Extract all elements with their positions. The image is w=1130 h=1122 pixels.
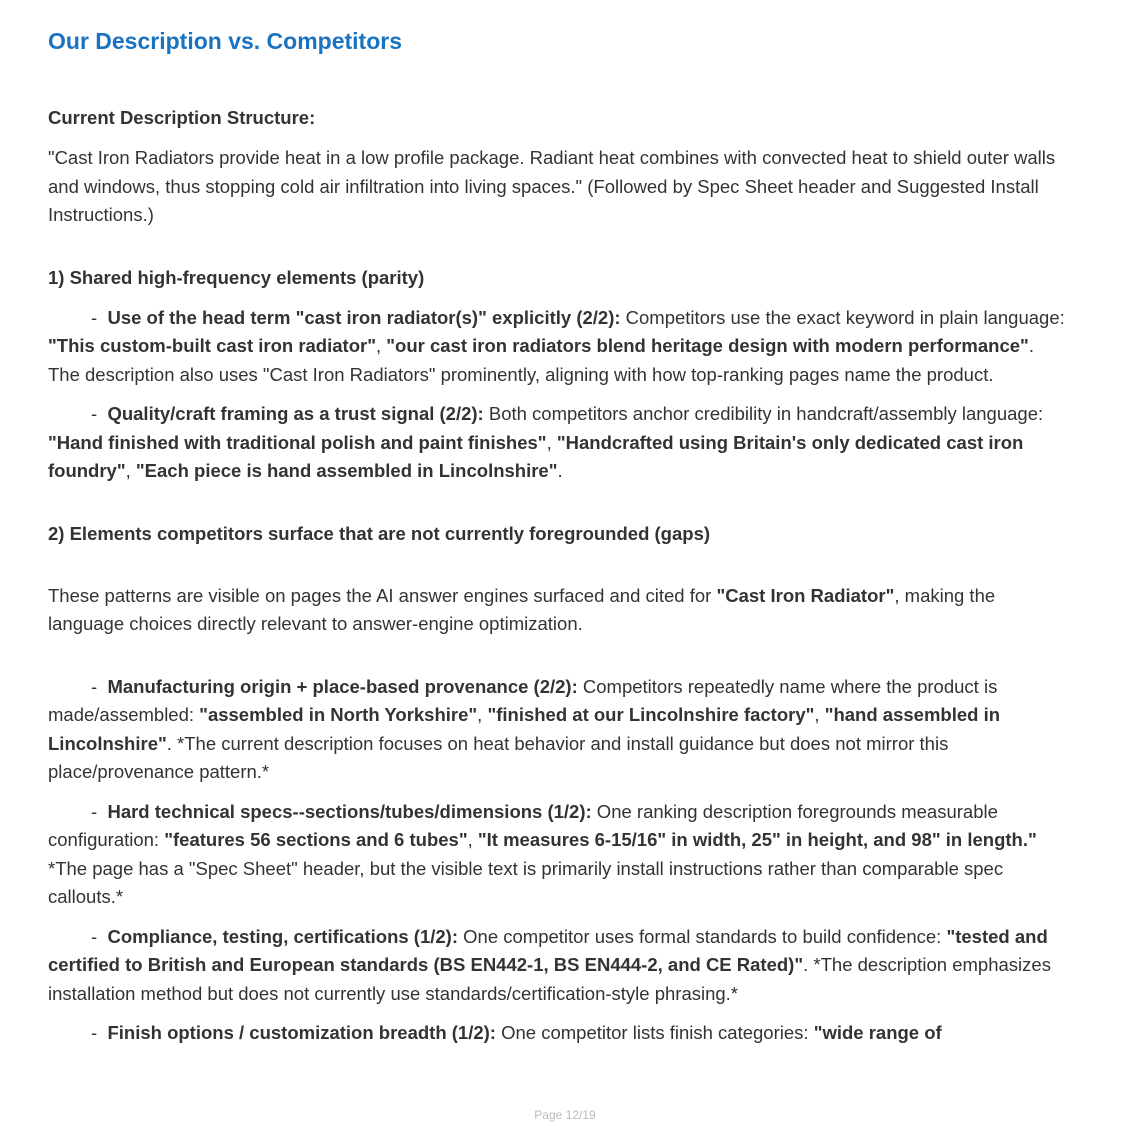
bullet-quote: "Handcrafted using Britain's only dedicated cast iron foundry" [48, 431, 1024, 481]
bullet-label: Quality/craft framing as a trust signal (2/2): [107, 403, 484, 424]
current-description-heading: Current Description Structure: [48, 107, 316, 128]
bullet-text: Competitors use the exact keyword in plain language: [620, 306, 1065, 328]
intro-quote: "Cast Iron Radiator" [716, 584, 895, 606]
bullet-text: Both competitors anchor credibility in handcraft/assembly language: [483, 403, 1044, 424]
page-footer: Page 12/19 [534, 1108, 596, 1122]
section2-bullet-specs: - Hard technical specs--sections/tubes/dimensions (1/2): One ranking description foregrounds measurable configuration: "features 56 sections and 6 tubes", "It measures 6-15/16" in width, 25" in height, and 98" in length." *The page has a "Spec Sheet" header, but the visible text is primarily install instructions rather than comparable spec callouts.* [48, 800, 1037, 907]
section2-bullet-finish: - Finish options / customization breadth (1/2): One competitor lists finish categories: "wide range of [91, 1022, 942, 1043]
bullet-quote: "our cast iron radiators blend heritage design with modern performance" [386, 335, 1029, 356]
bullet-text: , [125, 460, 136, 481]
bullet-text: Competitors repeatedly name where the product is made/assembled: [48, 675, 998, 725]
bullet-label: Finish options / customization breadth (1/2): [107, 1022, 496, 1043]
bullet-label: Compliance, testing, certifications (1/2): [107, 925, 458, 947]
bullet-quote: "features 56 sections and 6 tubes" [164, 829, 468, 850]
bullet-label: Hard technical specs--sections/tubes/dimensions (1/2): [107, 800, 592, 822]
bullet-quote: "Hand finished with traditional polish and paint finishes" [48, 431, 547, 453]
page-title: Our Description vs. Competitors [48, 28, 403, 54]
section1-bullet-head-term: - Use of the head term "cast iron radiator(s)" explicitly (2/2): Competitors use the exact keyword in plain language: "This custom-built cast iron radiator", "our cast iron radiators blend heritage design with modern performance". The description also uses "Cast Iron Radiators" prominently, aligning with how top-ranking pages name the product. [48, 306, 1065, 385]
bullet-quote: "It measures 6-15/16" in width, 25" in height, and 98" in length." [477, 829, 1037, 850]
current-description-body: "Cast Iron Radiators provide heat in a low profile package. Radiant heat combines with convected heat to shield outer walls and windows, thus stopping cold air infiltration into living spaces." (Followed by Spec Sheet header and Suggested Install Instructions.) [48, 147, 1056, 225]
section2-intro [48, 582, 1068, 639]
bullet-text: , [814, 704, 825, 725]
bullet-quote: "hand assembled in Lincolnshire" [48, 704, 1001, 754]
bullet-quote: "assembled in North Yorkshire" [199, 704, 478, 725]
bullet-label: Manufacturing origin + place-based provenance (2/2): [107, 675, 578, 697]
bullet-quote: "tested and certified to British and European standards (BS EN442-1, BS EN444-2, and CE Rated)" [48, 925, 1048, 975]
bullet-text: . [557, 460, 563, 481]
section1-heading: 1) Shared high-frequency elements (parity) [48, 266, 425, 288]
section2-heading: 2) Elements competitors surface that are not currently foregrounded (gaps) [48, 522, 711, 544]
section2-bullet-compliance: - Compliance, testing, certifications (1/2): One competitor uses formal standards to build confidence: "tested and certified to British and European standards (BS EN442-1, BS EN444-2, and CE Rated)". *The description emphasizes installation method but does not currently use standards/certification-style phrasing.* [48, 925, 1051, 1004]
bullet-quote: "finished at our Lincolnshire factory" [487, 704, 815, 725]
bullet-text: One ranking description foregrounds measurable configuration: [48, 800, 998, 850]
section2-bullet-provenance: - Manufacturing origin + place-based provenance (2/2): Competitors repeatedly name where the product is made/assembled: "assembled in North Yorkshire", "finished at our Lincolnshire factory", "hand assembled in Lincolnshire". *The current description focuses on heat behavior and install guidance but does not mirror this place/provenance pattern.* [48, 675, 1001, 782]
bullet-text: *The page has a "Spec Sheet" header, but the visible text is primarily install instructions rather than comparable spec callouts.* [48, 857, 1004, 907]
bullet-text: One competitor uses formal standards to build confidence: [458, 925, 947, 947]
bullet-text: , [467, 829, 478, 850]
section1-bullet-quality: - Quality/craft framing as a trust signal (2/2): Both competitors anchor credibility in handcraft/assembly language: "Hand finished with traditional polish and paint finishes", "Handcrafted using Britain's only dedicated cast iron foundry", "Each piece is hand assembled in Lincolnshire". [48, 403, 1044, 481]
bullet-text: , [375, 335, 387, 356]
bullet-label: Use of the head term "cast iron radiator(s)" explicitly (2/2): [107, 306, 621, 328]
bullet-text: , [546, 431, 557, 453]
bullet-text: . The description also uses "Cast Iron Radiators" prominently, aligning with how top-ranking pages name the product. [48, 335, 1034, 385]
bullet-text: One competitor lists finish categories: [495, 1022, 814, 1043]
bullet-quote: "wide range of [813, 1022, 942, 1043]
bullet-text: , [477, 704, 488, 725]
intro-text: These patterns are visible on pages the AI answer engines surfaced and cited for [48, 584, 717, 606]
bullet-quote: "This custom-built cast iron radiator" [48, 335, 376, 356]
intro-text: , making the language choices directly relevant to answer-engine optimization. [48, 584, 996, 634]
bullet-quote: "Each piece is hand assembled in Lincolnshire" [135, 460, 558, 481]
document-page [48, 24, 1068, 1048]
bullet-text: . *The description emphasizes installation method but does not currently use standards/certification-style phrasing.* [48, 954, 1051, 1004]
bullet-text: . *The current description focuses on heat behavior and install guidance but does not mirror this place/provenance pattern.* [48, 732, 949, 782]
